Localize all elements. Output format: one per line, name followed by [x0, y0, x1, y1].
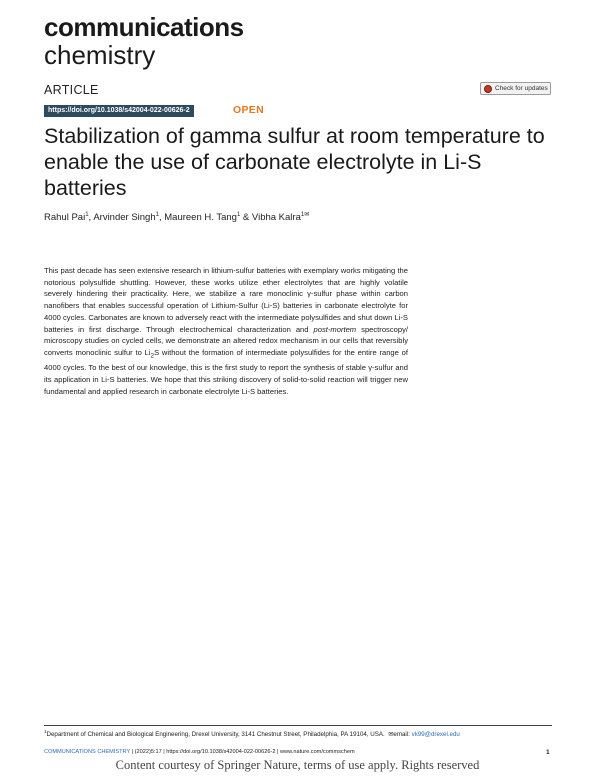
abstract-part: S without the formation of intermediate polysulfides for the entire range of 4000 cycles. To the best of our knowledge, this is the first study to report the synthesis of stable γ-sulfur and its application in Li-S batteries. We hope that this striking discovery of solid-to-solid reaction will trigger new fundamental and applied research in carbonate electrolyte Li-S batteries. — [44, 347, 408, 396]
affiliation-marker: 1 — [44, 729, 47, 734]
crossmark-icon — [484, 85, 492, 93]
page-number: 1 — [546, 749, 550, 756]
article-title: Stabilization of gamma sulfur at room temperature to enable the use of carbonate electrolyte in Li-S batteries — [44, 124, 545, 200]
author-separator: & — [240, 212, 252, 224]
affiliation-text: Department of Chemical and Biological Engineering, Drexel University, 3141 Chestnut Street, Philadelphia, PA 19104, USA. — [46, 731, 385, 739]
abstract-text — [44, 265, 408, 397]
author-affiliation-marker: 1 — [155, 212, 159, 218]
author-name[interactable]: Maureen H. Tang — [164, 212, 237, 224]
abstract-italic: post-mortem — [313, 324, 357, 334]
page-footer — [44, 749, 355, 755]
email-link[interactable]: vk99@drexel.edu — [411, 731, 460, 739]
author-affiliation-marker: 1✉ — [300, 212, 310, 218]
open-access-label: OPEN — [233, 104, 264, 116]
author-affiliation-marker: 1 — [236, 212, 241, 218]
author-separator: , — [158, 212, 165, 224]
footer-journal-link[interactable]: COMMUNICATIONS CHEMISTRY — [44, 749, 131, 755]
footer-citation: | (2022)5:17 | https://doi.org/10.1038/s42004-022-00626-2 | www.nature.com/commschem — [130, 749, 355, 755]
author-affiliation-marker: 1 — [85, 212, 89, 218]
author-list — [44, 211, 309, 223]
journal-name-line1: communications — [44, 12, 244, 42]
author-name[interactable]: Rahul Pai — [44, 212, 86, 224]
article-type-label: ARTICLE — [44, 83, 99, 97]
check-for-updates-button[interactable] — [480, 82, 551, 95]
author-name[interactable]: Vibha Kalra — [251, 212, 301, 224]
doi-link[interactable]: https://doi.org/10.1038/s42004-022-00626-2 — [44, 105, 194, 117]
author-separator: , — [88, 212, 94, 224]
email-label: ✉email: — [388, 731, 412, 739]
courtesy-notice: Content courtesy of Springer Nature, terms of use apply. Rights reserved — [115, 758, 480, 772]
check-for-updates-label: Check for updates — [495, 85, 548, 92]
abstract-part: spectroscopy/ microscopy studies on cycled cells, we demonstrate an altered redox mechanism in our cells that reversibly converts monoclinic sulfur to Li — [44, 324, 408, 357]
abstract-subscript: 2 — [150, 352, 155, 360]
journal-name-line2: chemistry — [44, 40, 156, 70]
abstract-part: This past decade has seen extensive research in lithium-sulfur batteries with exemplary works mitigating the notorious polysulfide shuttling. However, these works utilize ether electrolytes that are highly volatile severely hindering their practicality. Here, we stabilize a rare monoclinic γ-sulfur phase within carbon nanofibers that enables successful operation of Lithium-Sulfur (Li-S) batteries in carbonate electrolyte for 4000 cycles. Carbonates are known to adversely react with the intermediate polysulfides and shut down Li-S batteries in first discharge. Through electrochemical characterization and — [44, 266, 408, 334]
author-name[interactable]: Arvinder Singh — [93, 212, 156, 224]
footnote-divider — [44, 725, 552, 726]
affiliation-footnote — [44, 729, 460, 738]
